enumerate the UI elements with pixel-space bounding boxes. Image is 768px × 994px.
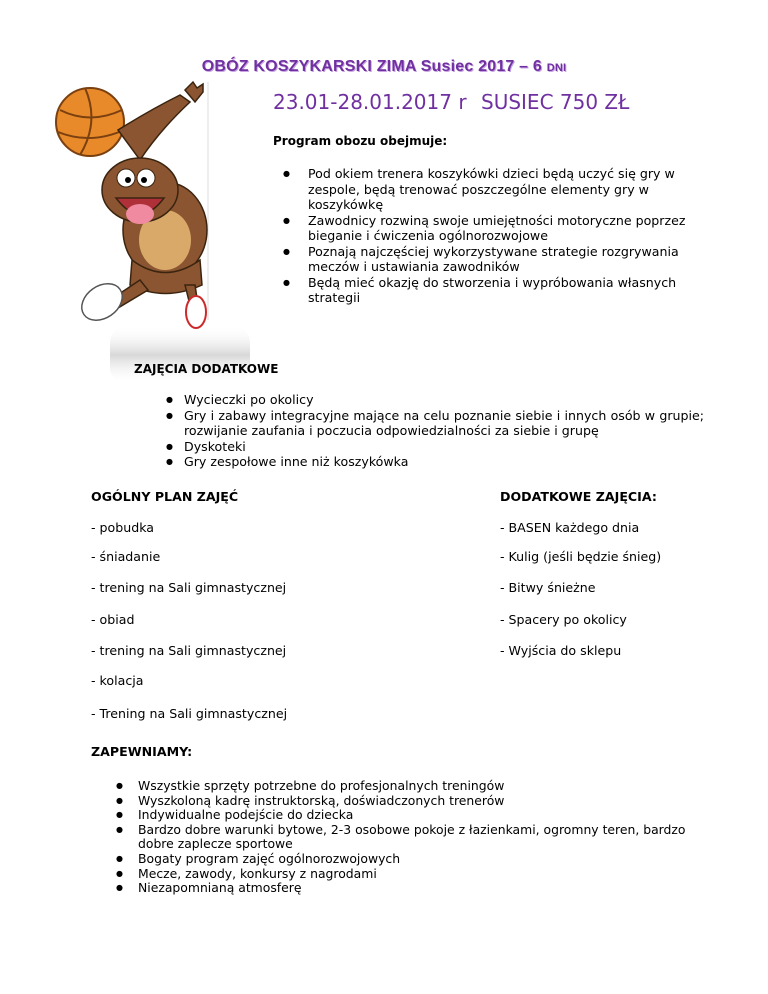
additional-item: - BASEN każdego dnia: [500, 520, 640, 535]
plan-item: - trening na Sali gimnastycznej: [91, 580, 287, 595]
title-year: 2017 – 6: [478, 58, 543, 75]
list-item: ● Wyszkoloną kadrę instruktorską, doświadczonych trenerów: [138, 794, 698, 809]
general-plan-heading: OGÓLNY PLAN ZAJĘĆ: [91, 489, 239, 504]
title-main: OBÓZ KOSZYKARSKI ZIMA: [201, 58, 417, 75]
camp-place-price: SUSIEC 750 ZŁ: [481, 90, 630, 114]
additional-activities-heading: DODATKOWE ZAJĘCIA:: [500, 489, 657, 504]
additional-item: - Spacery po okolicy: [500, 612, 627, 627]
program-list: [308, 166, 706, 306]
camp-dates: 23.01-28.01.2017 r: [273, 90, 467, 114]
plan-item: - pobudka: [91, 520, 155, 535]
list-item: ● Poznają najczęściej wykorzystywane strategie rozgrywania meczów i ustawiania zawodników: [308, 244, 706, 275]
additional-item: - Kulig (jeśli będzie śnieg): [500, 549, 662, 564]
list-item: ● Gry i zabawy integracyjne mające na celu poznanie siebie i innych osób w grupie; rozwijanie zaufania i poczucia odpowiedzialności za siebie i grupę: [184, 408, 704, 439]
basketball-cartoon-icon: [40, 80, 250, 380]
additional-item: - Wyjścia do sklepu: [500, 643, 622, 658]
plan-item: - kolacja: [91, 673, 144, 688]
page-title: [0, 58, 768, 76]
list-item: ● Niezapomnianą atmosferę: [138, 881, 698, 896]
we-ensure-heading: ZAPEWNIAMY:: [91, 744, 193, 759]
list-item: ● Mecze, zawody, konkursy z nagrodami: [138, 867, 698, 882]
list-item: ● Będą mieć okazję do stworzenia i wypróbowania własnych strategii: [308, 275, 706, 306]
list-item: ● Indywidualne podejście do dziecka: [138, 808, 698, 823]
list-item: ● Zawodnicy rozwiną swoje umiejętności motoryczne poprzez bieganie i ćwiczenia ogólnorozwojowe: [308, 213, 706, 244]
plan-item: - śniadanie: [91, 549, 161, 564]
list-item: ● Bogaty program zajęć ogólnorozwojowych: [138, 852, 698, 867]
title-days: DNI: [546, 62, 567, 74]
program-heading: Program obozu obejmuje:: [273, 134, 448, 148]
we-ensure-list: [138, 779, 698, 896]
title-place: Susiec: [420, 58, 474, 75]
plan-item: - trening na Sali gimnastycznej: [91, 643, 287, 658]
list-item: ● Dyskoteki: [184, 439, 704, 455]
additional-item: - Bitwy śnieżne: [500, 580, 596, 595]
list-item: ● Wszystkie sprzęty potrzebne do profesjonalnych treningów: [138, 779, 698, 794]
list-item: ● Gry zespołowe inne niż koszykówka: [184, 454, 704, 470]
basketball-icon: [56, 88, 124, 156]
list-item: ● Pod okiem trenera koszykówki dzieci będą uczyć się gry w zespole, będą trenować poszczególne elementy gry w koszykówkę: [308, 166, 706, 213]
list-item: ● Wycieczki po okolicy: [184, 392, 704, 408]
list-item: ● Bardzo dobre warunki bytowe, 2-3 osobowe pokoje z łazienkami, ogromny teren, bardzo dobre zaplecze sportowe: [138, 823, 698, 852]
extra-activities-heading: ZAJĘCIA DODATKOWE: [134, 362, 279, 376]
extra-activities-list: [184, 392, 704, 470]
plan-item: - Trening na Sali gimnastycznej: [91, 706, 288, 721]
plan-item: - obiad: [91, 612, 135, 627]
